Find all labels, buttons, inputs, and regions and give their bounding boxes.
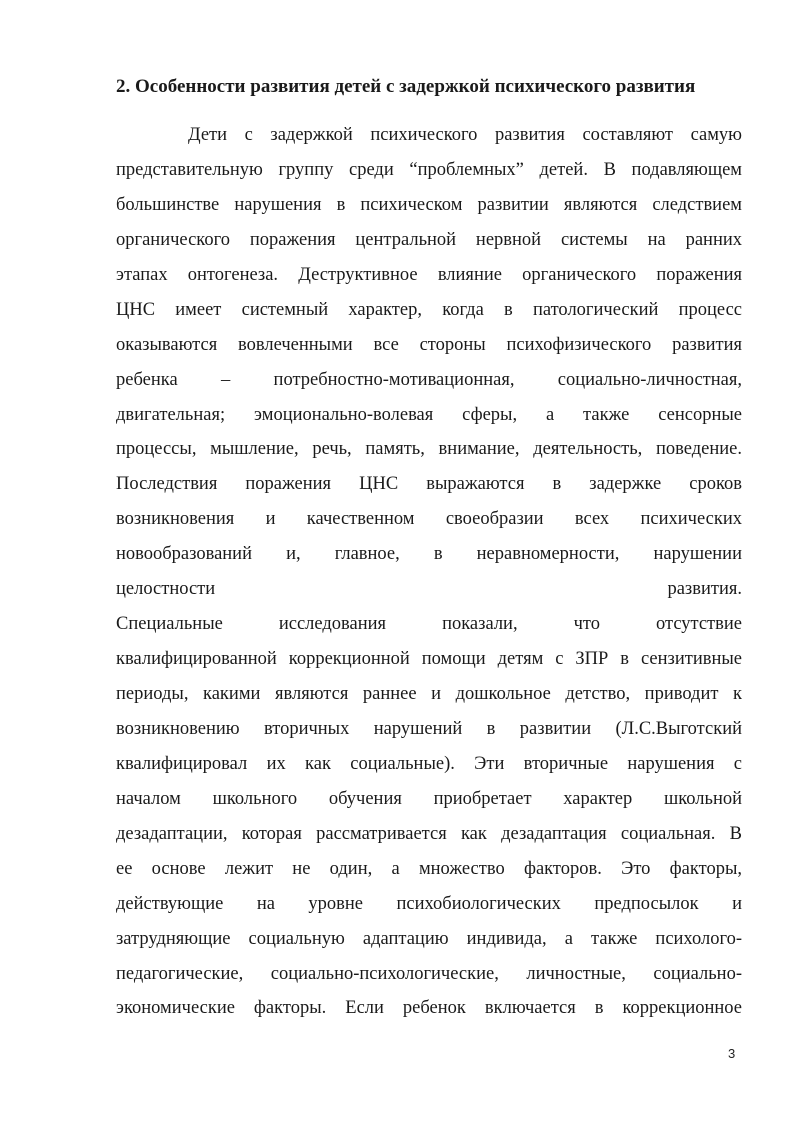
text-line: периоды, какими являются раннее и дошкольное детство, приводит к <box>116 684 742 704</box>
text-line: Дети с задержкой психического развития составляют самую <box>188 125 742 145</box>
section-heading: 2. Особенности развития детей с задержкой психического развития <box>116 76 696 97</box>
page-number: 3 <box>728 1046 736 1061</box>
text-line: квалифицированной коррекционной помощи детям с ЗПР в сензитивные <box>116 649 742 670</box>
text-line: ребенка – потребностно-мотивационная, социально-личностная, <box>116 369 742 390</box>
text-line: Последствия поражения ЦНС выражаются в задержке сроков <box>116 474 742 495</box>
body-paragraph <box>116 118 742 1026</box>
text-line: действующие на уровне психобиологических предпосылок и <box>116 893 742 914</box>
text-line: квалифицировал их как социальные). Эти вторичные нарушения с <box>116 753 742 774</box>
text-line: началом школьного обучения приобретает характер школьной <box>116 788 742 809</box>
text-line: двигательная; эмоционально-волевая сферы, а также сенсорные <box>116 404 742 425</box>
text-line: затрудняющие социальную адаптацию индивида, а также психолого- <box>116 928 742 949</box>
text-line: возникновения и качественном своеобразии всех психических <box>116 509 742 530</box>
text-line: ЦНС имеет системный характер, когда в патологический процесс <box>116 299 742 320</box>
text-line: органического поражения центральной нервной системы на ранних <box>116 229 742 250</box>
text-line: представительную группу среди “проблемных” детей. В подавляющем <box>116 159 742 180</box>
text-line: Специальные исследования показали, что отсутствие <box>116 614 742 635</box>
text-line: новообразований и, главное, в неравномерности, нарушении <box>116 544 742 565</box>
text-line: ее основе лежит не один, а множество факторов. Это факторы, <box>116 858 742 879</box>
text-line: дезадаптации, которая рассматривается как дезадаптация социальная. В <box>116 823 742 844</box>
text-line: возникновению вторичных нарушений в развитии (Л.С.Выготский <box>116 718 742 739</box>
text-line: большинстве нарушения в психическом развитии являются следствием <box>116 194 742 215</box>
text-line: экономические факторы. Если ребенок включается в коррекционное <box>116 998 742 1019</box>
text-line: педагогические, социально-психологические, личностные, социально- <box>116 963 742 984</box>
text-line: процессы, мышление, речь, память, внимание, деятельность, поведение. <box>116 439 742 460</box>
text-line: целостности развития. <box>116 579 742 600</box>
text-line: оказываются вовлеченными все стороны психофизического развития <box>116 334 742 355</box>
text-line: этапах онтогенеза. Деструктивное влияние органического поражения <box>116 264 742 285</box>
